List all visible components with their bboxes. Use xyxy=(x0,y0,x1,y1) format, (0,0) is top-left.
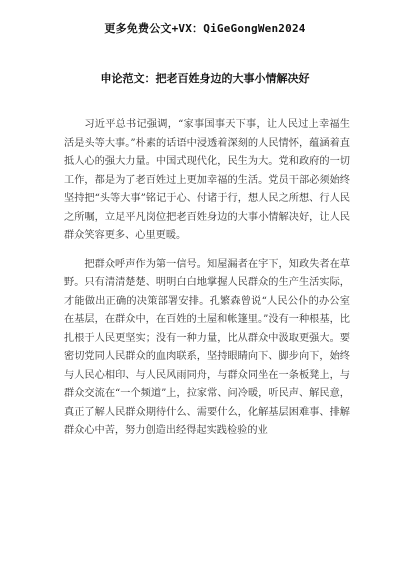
document-body xyxy=(64,116,350,451)
paragraph: 习近平总书记强调，“家事国事天下事，让人民过上幸福生活是头等大事。”朴素的话语中浸透着深刻的人民情怀，蕴涵着直抵人心的强大力量。中国式现代化，民生为大。党和政府的一切工作，都是为了老百姓过上更加幸福的生活。党员干部必须始终坚持把“头等大事”铭记于心、付诸于行，想人民之所想、行人民之所嘱，立足平凡岗位把老百姓身边的大事小情解决好，让人民群众笑容更多、心里更暖。 xyxy=(64,119,350,241)
paragraph: 把群众呼声作为第一信号。知屋漏者在宇下，知政失者在草野。只有清清楚楚、明明白白地掌握人民群众的生产生活实际，才能做出正确的决策部署安排。孔繁森曾说“人民公仆的办公室在基层，在群众中，在百姓的土屋和帐篷里。”没有一种根基，比扎根于人民更坚实；没有一种力量，比从群众中汲取更强大。要密切党同人民群众的血肉联系，坚持眼睛向下、脚步向下，始终与人民心相印、与人民风雨同舟，与群众同坐在一条板凳上，与群众交流在“一个频道”上，拉家常、问冷暖，听民声、解民意，真正了解人民群众期待什么、需要什么，化解基层困难事、排解群众心中苦，努力创造出经得起实践检验的业 xyxy=(64,258,350,436)
document-title: 申论范文：把老百姓身边的大事小情解决好 xyxy=(100,72,310,85)
page-header: 更多免费公文+VX：QiGeGongWen2024 xyxy=(104,22,306,35)
